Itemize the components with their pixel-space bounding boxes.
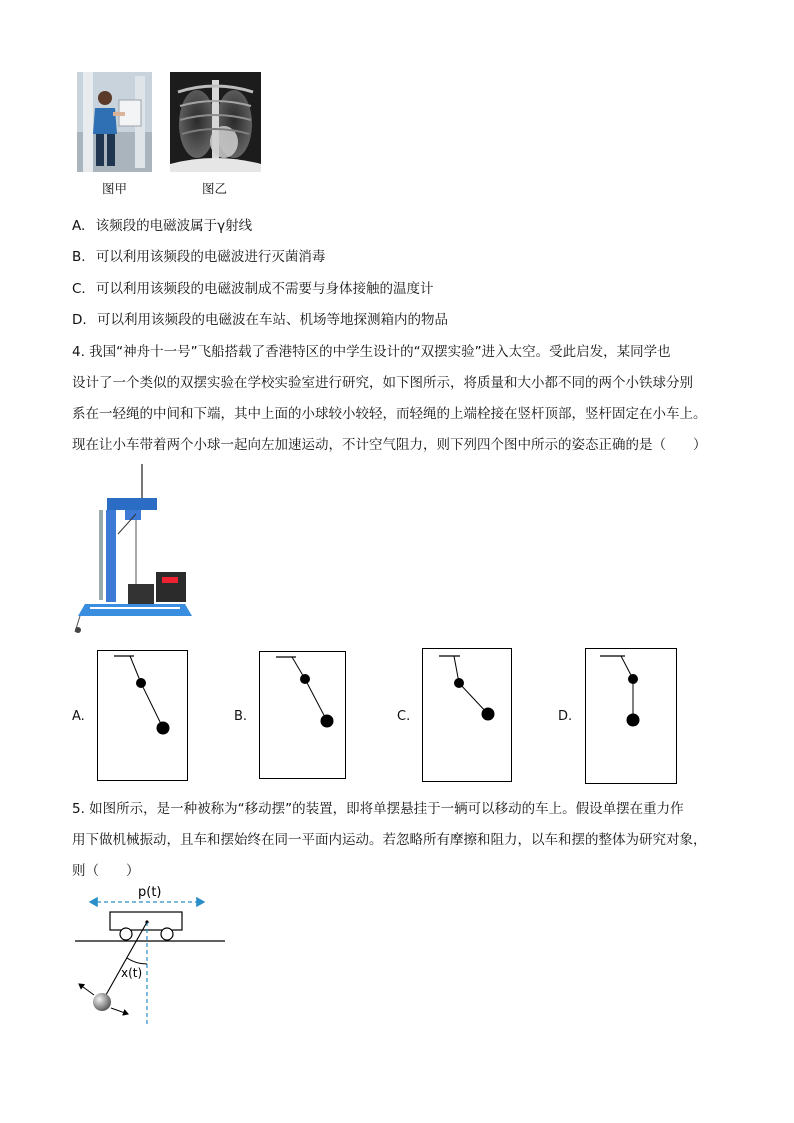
q4-line-3: 系在一轻绳的中间和下端，其中上面的小球较小较轻，而轻绳的上端栓接在竖杆顶部，竖杆固定在小车上。: [72, 406, 707, 422]
option-text: 可以利用该频段的电磁波进行灭菌消毒: [95, 249, 326, 265]
small-ball: [454, 678, 464, 688]
option-letter: C.: [72, 281, 86, 297]
option-letter: B.: [72, 249, 86, 265]
large-ball: [482, 708, 495, 721]
q4-option-d-diagram: [585, 648, 678, 785]
double-pendulum-apparatus-photo: [70, 464, 195, 636]
q5-line-2: 用下做机械振动，且车和摆始终在同一平面内运动。若忽略所有摩擦和阻力，以车和摆的整体为研究对象，: [72, 832, 707, 848]
q4-option-c-label: C.: [397, 709, 411, 724]
option-letter: A.: [72, 218, 86, 234]
q4-line-4: 现在让小车带着两个小球一起向左加速运动，不计空气阻力，则下列四个图中所示的姿态正确的是（ ）: [72, 437, 707, 453]
option-letter: D.: [72, 312, 87, 328]
moving-pendulum-figure: [70, 884, 235, 1029]
label-x-t: x(t): [121, 966, 143, 980]
q4-option-b-label: B.: [234, 709, 248, 724]
figure-caption-yi: 图乙: [202, 181, 228, 196]
q4-option-d-label: D.: [558, 709, 573, 724]
figure-jia: [77, 72, 152, 172]
q4-option-b-diagram: [259, 651, 347, 780]
large-ball: [321, 715, 334, 728]
figure-caption-jia: 图甲: [102, 181, 128, 196]
large-ball: [627, 714, 640, 727]
q4-option-c-diagram: [422, 648, 513, 783]
q4-line-2: 设计了一个类似的双摆实验在学校实验室进行研究，如下图所示，将质量和大小都不同的两个小铁球分别: [72, 375, 693, 391]
small-ball: [628, 674, 638, 684]
q5-line-3: 则（ ）: [72, 863, 140, 879]
small-ball: [136, 678, 146, 688]
label-p-t: p(t): [138, 885, 162, 900]
q4-option-a-label: A.: [72, 709, 85, 724]
q3-option-c: [72, 277, 434, 297]
small-ball: [300, 674, 310, 684]
large-ball: [157, 722, 170, 735]
q5-line-1: 5. 如图所示，是一种被称为“移动摆”的装置，即将单摆悬挂于一辆可以移动的车上。假设单摆在重力作: [72, 801, 684, 817]
q3-option-a: [72, 214, 252, 234]
q4-option-a-diagram: [97, 650, 189, 782]
option-text: 该频段的电磁波属于γ射线: [95, 218, 253, 234]
option-text: 可以利用该频段的电磁波在车站、机场等地探测箱内的物品: [96, 312, 448, 328]
q3-option-b: [72, 245, 325, 265]
q3-option-d: [72, 308, 448, 328]
figure-yi: [170, 72, 261, 172]
option-text: 可以利用该频段的电磁波制成不需要与身体接触的温度计: [96, 281, 434, 297]
q4-line-1: 4. 我国“神舟十一号”飞船搭载了香港特区的中学生设计的“双摆实验”进入太空。受此启发，某同学也: [72, 344, 671, 360]
